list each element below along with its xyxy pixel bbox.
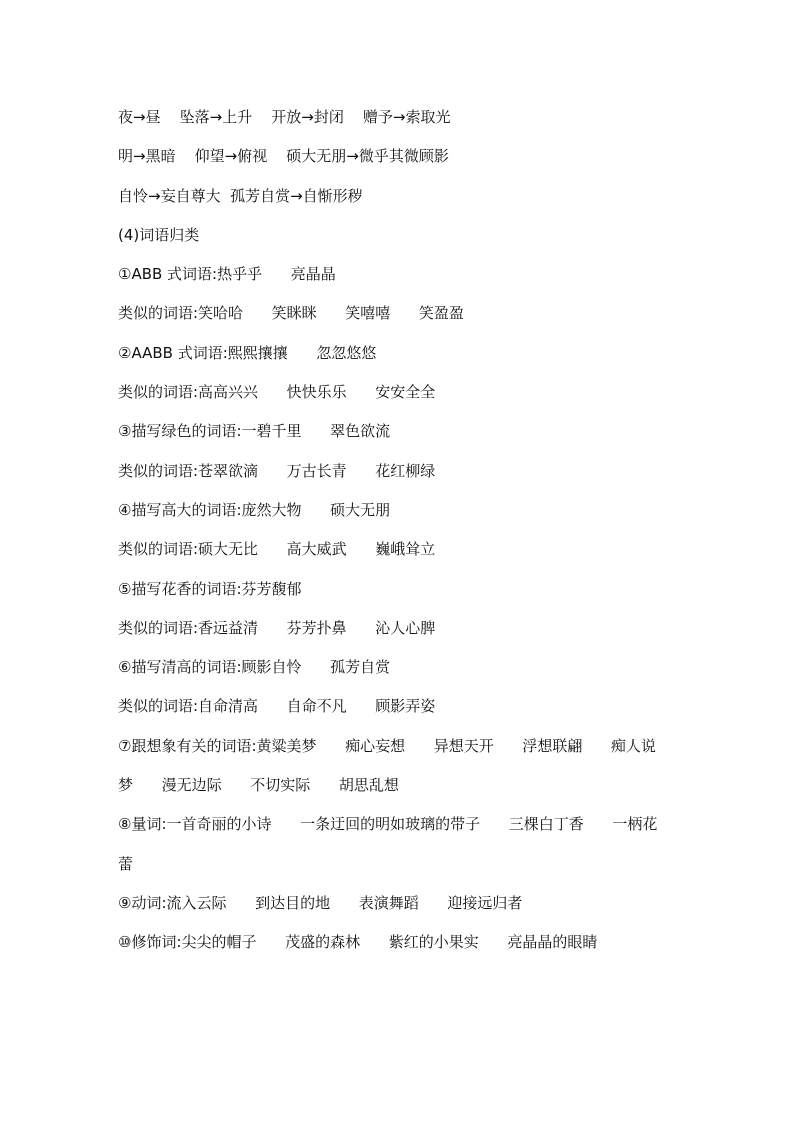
text-line: 类似的词语:笑哈哈 笑眯眯 笑嘻嘻 笑盈盈 bbox=[118, 304, 464, 323]
text-line: 夜→昼 坠落→上升 开放→封闭 赠予→索取光 bbox=[118, 108, 451, 126]
text-line: ②AABB 式词语:熙熙攘攘 忽忽悠悠 bbox=[118, 343, 377, 362]
text-line: 类似的词语:硕大无比 高大威武 巍峨耸立 bbox=[118, 540, 436, 559]
text-line: ⑨动词:流入云际 到达目的地 表演舞蹈 迎接远归者 bbox=[118, 893, 523, 912]
text-line: 类似的词语:香远益清 芬芳扑鼻 沁人心脾 bbox=[118, 618, 436, 637]
text-line: ③描写绿色的词语:一碧千里 翠色欲流 bbox=[118, 422, 391, 441]
section-heading: (4)词语归类 bbox=[118, 225, 200, 244]
text-line: ④描写高大的词语:庞然大物 硕大无朋 bbox=[118, 500, 391, 519]
text-line: 自怜→妄自尊大 孤芳自赏→自惭形秽 bbox=[118, 186, 363, 205]
text-line: 类似的词语:自命清高 自命不凡 顾影弄姿 bbox=[118, 697, 436, 716]
document-body bbox=[118, 104, 678, 969]
text-line: 类似的词语:苍翠欲滴 万古长青 花红柳绿 bbox=[118, 461, 436, 480]
text-line: ⑥描写清高的词语:顾影自怜 孤芳自赏 bbox=[118, 658, 391, 677]
text-line: 梦 漫无边际 不切实际 胡思乱想 bbox=[118, 776, 399, 795]
text-line: 蕾 bbox=[118, 854, 134, 873]
text-line: 类似的词语:高高兴兴 快快乐乐 安安全全 bbox=[118, 383, 436, 402]
text-line: 明→黑暗 仰望→俯视 硕大无朋→微乎其微顾影 bbox=[118, 147, 449, 166]
text-line: ⑧量词:一首奇丽的小诗 一条迂回的明如玻璃的带子 三棵白丁香 一柄花 bbox=[118, 815, 658, 834]
text-line: ①ABB 式词语:热乎乎 亮晶晶 bbox=[118, 265, 336, 284]
text-line: ⑦跟想象有关的词语:黄粱美梦 痴心妄想 异想天开 浮想联翩 痴人说 bbox=[118, 736, 656, 755]
text-line: ⑩修饰词:尖尖的帽子 茂盛的森林 紫红的小果实 亮晶晶的眼睛 bbox=[118, 933, 598, 952]
text-line: ⑤描写花香的词语:芬芳馥郁 bbox=[118, 579, 302, 598]
